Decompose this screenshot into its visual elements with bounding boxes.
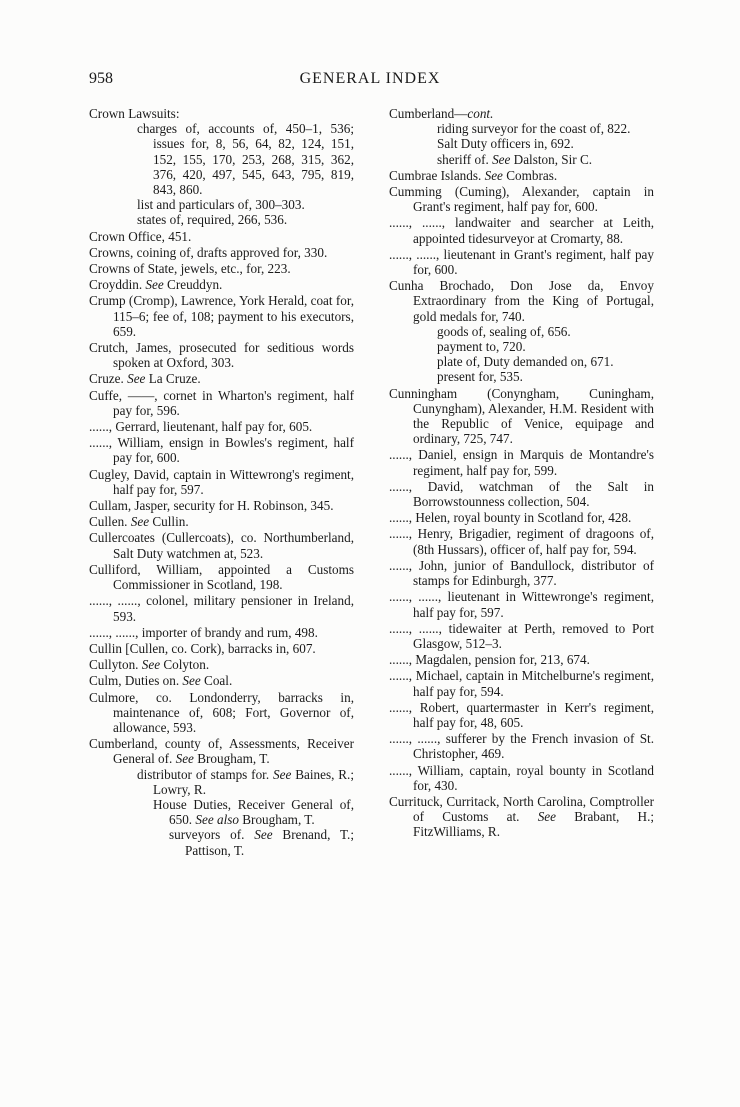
index-entry <box>389 386 654 447</box>
subentry: list and particulars of, 300–303. <box>137 197 305 213</box>
index-entry <box>89 435 354 465</box>
subentry: plate of, Duty demanded on, 671. <box>437 354 614 370</box>
right-column <box>389 106 654 841</box>
index-entry <box>89 106 354 228</box>
entry-text: Cruze. See La Cruze. <box>89 371 201 387</box>
entry-text: Currituck, Curritack, North Carolina, Comptroller of Customs at. See Brabant, H.; FitzWilliams, R. <box>389 793 655 840</box>
page-number: 958 <box>89 70 113 87</box>
entry-text: ......, David, watchman of the Salt in Borrowstounness collection, 504. <box>389 478 654 510</box>
entry-text: ......, ......, importer of brandy and rum, 498. <box>89 624 318 640</box>
entry-text: Cugley, David, captain in Wittewrong's regiment, half pay for, 597. <box>89 466 354 497</box>
index-entry <box>389 794 654 840</box>
index-entry <box>389 700 654 730</box>
subentry: House Duties, Receiver General of, 650. See also Brougham, T. <box>153 796 354 828</box>
see-reference: See <box>484 167 503 183</box>
entry-text: ......, Magdalen, pension for, 213, 674. <box>389 652 590 668</box>
index-entry <box>389 558 654 588</box>
subentry: riding surveyor for the coast of, 822. <box>437 121 631 137</box>
entry-text: Culliford, William, appointed a Customs Commissioner in Scotland, 198. <box>89 561 354 593</box>
see-reference: See <box>537 809 557 825</box>
subentry: charges of, accounts of, 450–1, 536; issues for, 8, 56, 64, 82, 124, 151, 152, 155, 170, 253, 268, 315, 362, 376, 420, 497, 545, 643, 795, 819, 843, 860. <box>137 121 354 198</box>
entry-text: ......, Gerrard, lieutenant, half pay for, 605. <box>89 419 313 435</box>
left-column <box>89 106 354 859</box>
index-entry <box>89 467 354 497</box>
entry-text: Croyddin. See Creuddyn. <box>89 277 223 293</box>
index-entry <box>389 668 654 698</box>
entry-text: Cumberland—cont. <box>389 106 494 121</box>
index-entry <box>389 621 654 651</box>
entry-text: Cullyton. See Colyton. <box>89 657 210 673</box>
index-entry <box>89 514 354 529</box>
index-entry <box>89 388 354 418</box>
index-entry <box>389 168 654 183</box>
index-entry <box>389 589 654 619</box>
entry-text: ......, Helen, royal bounty in Scotland for, 428. <box>389 510 632 526</box>
entry-text: Cunha Brochado, Don Jose da, Envoy Extraordinary from the King of Portugal, gold medals for, 740. <box>389 278 654 324</box>
entry-text: ......, Robert, quartermaster in Kerr's regiment, half pay for, 48, 605. <box>389 699 654 730</box>
index-entry <box>389 278 654 384</box>
index-entry <box>89 530 354 560</box>
index-entry <box>389 479 654 509</box>
entry-text: ......, William, ensign in Bowles's regiment, half pay for, 600. <box>89 435 354 466</box>
entry-text: Crowns, coining of, drafts approved for, 330. <box>89 244 328 260</box>
entry-text: ......, William, captain, royal bounty in Scotland for, 430. <box>389 762 654 793</box>
index-entry <box>389 510 654 525</box>
index-entry <box>89 340 354 370</box>
index-entry <box>389 652 654 667</box>
index-entry <box>89 261 354 276</box>
page-header <box>0 70 740 92</box>
entry-text: ......, ......, sufferer by the French invasion of St. Christopher, 469. <box>389 731 654 762</box>
see-reference: See <box>145 277 164 293</box>
index-entry <box>389 731 654 761</box>
index-entry <box>89 293 354 339</box>
entry-text: Culmore, co. Londonderry, barracks in, maintenance of, 608; Fort, Governor of, allowance, 593. <box>89 689 354 735</box>
entry-text: Cullin [Cullen, co. Cork), barracks in, 607. <box>89 640 316 656</box>
entry-text: Cumming (Cuming), Alexander, captain in Grant's regiment, half pay for, 600. <box>389 184 654 215</box>
entry-text: Cullen. See Cullin. <box>89 514 189 530</box>
index-entry <box>89 245 354 260</box>
index-entry <box>89 498 354 513</box>
entry-text: Crump (Cromp), Lawrence, York Herald, coat for, 115–6; fee of, 108; payment to his executors, 659. <box>89 293 354 339</box>
entry-text: Crutch, James, prosecuted for seditious words spoken at Oxford, 303. <box>89 340 354 371</box>
subentry: states of, required, 266, 536. <box>137 212 288 228</box>
see-reference: See <box>182 673 201 689</box>
index-entry <box>89 736 354 858</box>
index-entry <box>389 447 654 477</box>
entry-text: Cullam, Jasper, security for H. Robinson, 345. <box>89 498 334 514</box>
index-entry <box>389 763 654 793</box>
subentry: sheriff of. See Dalston, Sir C. <box>437 151 593 167</box>
entry-heading: Crown Lawsuits: <box>89 106 180 121</box>
subentry: goods of, sealing of, 656. <box>437 323 571 339</box>
entry-text: Crowns of State, jewels, etc., for, 223. <box>89 261 291 277</box>
entry-text: Crown Office, 451. <box>89 228 192 244</box>
entry-text: ......, Daniel, ensign in Marquis de Montandre's regiment, half pay for, 599. <box>389 447 654 478</box>
index-entry <box>389 184 654 214</box>
see-reference: See <box>141 657 161 673</box>
index-entry <box>89 641 354 656</box>
see-reference: See also <box>195 812 239 828</box>
index-entry <box>389 526 654 556</box>
index-entry <box>89 229 354 244</box>
subentry: distributor of stamps for. See Baines, R.; Lowry, R. <box>137 766 355 797</box>
index-entry <box>89 371 354 386</box>
subentry: surveyors of. See Brenand, T.; Pattison, T. <box>169 827 355 858</box>
entry-text: Cullercoates (Cullercoats), co. Northumberland, Salt Duty watchmen at, 523. <box>89 530 354 561</box>
entry-text: Cunningham (Conyngham, Cuningham, Cunyngham), Alexander, H.M. Resident with the Republic of Venice, equipage and ordinary, 725, 747. <box>389 385 654 447</box>
entry-text: ......, ......, colonel, military pensioner in Ireland, 593. <box>89 593 354 624</box>
entry-text: ......, ......, lieutenant in Wittewronge's regiment, half pay for, 597. <box>389 589 654 620</box>
index-entry <box>89 562 354 592</box>
running-title: GENERAL INDEX <box>299 70 441 87</box>
index-entry <box>89 277 354 292</box>
index-entry <box>89 625 354 640</box>
see-reference: See <box>254 827 273 843</box>
entry-text: Cumbrae Islands. See Combras. <box>389 167 558 183</box>
entry-text: Cumberland, county of, Assessments, Receiver General of. See Brougham, T. <box>89 736 354 767</box>
entry-text: Culm, Duties on. See Coal. <box>89 673 233 689</box>
entry-text: ......, ......, tidewaiter at Perth, removed to Port Glasgow, 512–3. <box>389 620 654 651</box>
see-reference: See <box>273 766 292 782</box>
see-reference: See <box>492 151 511 167</box>
entry-text: ......, Henry, Brigadier, regiment of dragoons of, (8th Hussars), officer of, half pay for, 594. <box>389 526 654 557</box>
subentry: Salt Duty officers in, 692. <box>437 136 574 152</box>
entry-text: ......, ......, lieutenant in Grant's regiment, half pay for, 600. <box>389 246 654 278</box>
entry-text: ......, John, junior of Bandullock, distributor of stamps for Edinburgh, 377. <box>389 557 654 589</box>
entry-text: Cuffe, ——, cornet in Wharton's regiment, half pay for, 596. <box>89 387 354 418</box>
index-entry <box>89 690 354 736</box>
see-reference: See <box>175 751 194 767</box>
entry-text: ......, ......, landwaiter and searcher at Leith, appointed tidesurveyor at Cromarty, 88. <box>389 215 654 246</box>
subentry: payment to, 720. <box>437 339 526 355</box>
index-entry <box>389 215 654 245</box>
subentry: present for, 535. <box>437 369 523 385</box>
see-reference: See <box>130 514 150 530</box>
index-entry <box>389 106 654 167</box>
index-entry <box>89 673 354 688</box>
entry-text: ......, Michael, captain in Mitchelburne's regiment, half pay for, 594. <box>389 668 654 699</box>
see-reference: See <box>127 371 146 387</box>
index-entry <box>89 657 354 672</box>
index-entry <box>89 419 354 434</box>
index-entry <box>389 247 654 277</box>
index-entry <box>89 593 354 623</box>
